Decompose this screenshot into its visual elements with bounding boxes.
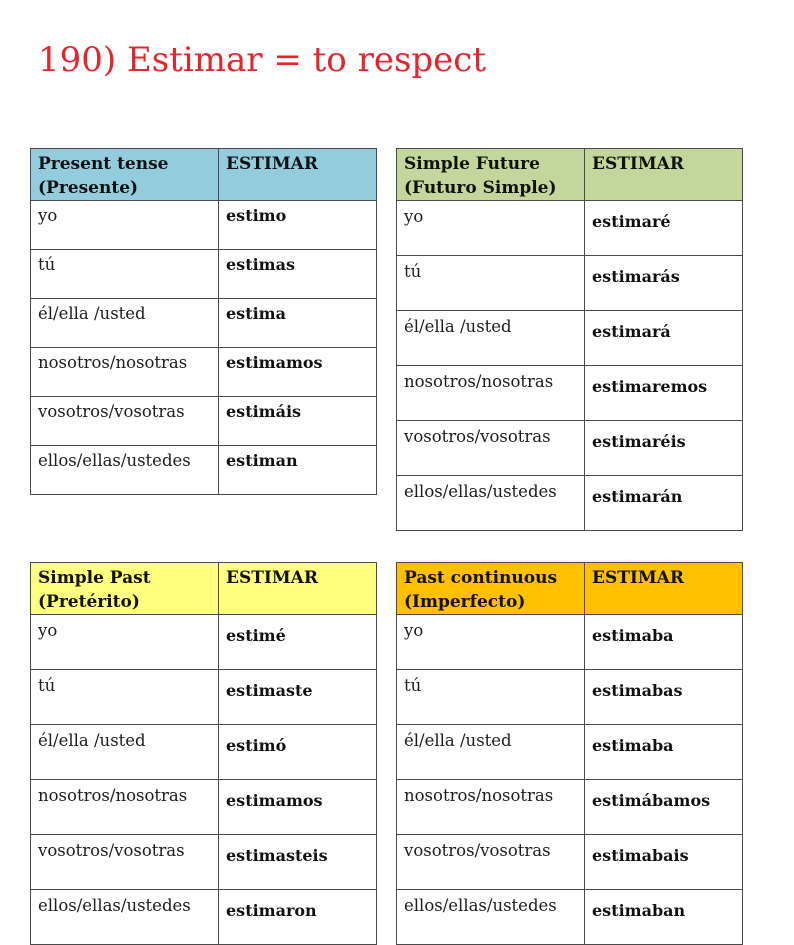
table-row: [397, 421, 743, 476]
simple-past-table: [30, 562, 377, 945]
conjugation-cell: estimabas: [585, 670, 743, 725]
table-row: [397, 890, 743, 945]
pronoun-cell: vosotros/vosotras: [31, 835, 219, 890]
conjugation-cell: estimas: [219, 250, 377, 299]
table-header-row: [397, 563, 743, 615]
conjugation-cell: estiman: [219, 446, 377, 495]
table-row: [397, 311, 743, 366]
verb-header-cell: ESTIMAR: [585, 563, 743, 615]
conjugation-cell: estimaban: [585, 890, 743, 945]
pronoun-cell: ellos/ellas/ustedes: [31, 446, 219, 495]
pronoun-cell: él/ella /usted: [31, 725, 219, 780]
conjugation-cell: estimaba: [585, 615, 743, 670]
table-row: [31, 780, 377, 835]
conjugation-cell: estimarán: [585, 476, 743, 531]
conjugation-cell: estimábamos: [585, 780, 743, 835]
conjugation-cell: estimaré: [585, 201, 743, 256]
conjugation-cell: estimasteis: [219, 835, 377, 890]
verb-header-cell: ESTIMAR: [585, 149, 743, 201]
imperfect-table: [396, 562, 743, 945]
table-row: [31, 299, 377, 348]
verb-header-cell: ESTIMAR: [219, 563, 377, 615]
table-row: [31, 615, 377, 670]
conjugation-cell: estimabais: [585, 835, 743, 890]
pronoun-cell: él/ella /usted: [397, 311, 585, 366]
pronoun-cell: yo: [397, 201, 585, 256]
pronoun-cell: yo: [397, 615, 585, 670]
pronoun-cell: vosotros/vosotras: [31, 397, 219, 446]
table-row: [397, 670, 743, 725]
pronoun-cell: ellos/ellas/ustedes: [31, 890, 219, 945]
table-row: [31, 348, 377, 397]
pronoun-cell: tú: [31, 670, 219, 725]
table-row: [397, 476, 743, 531]
table-header-row: [397, 149, 743, 201]
table-row: [31, 670, 377, 725]
pronoun-cell: nosotros/nosotras: [31, 780, 219, 835]
conjugation-cell: estimará: [585, 311, 743, 366]
conjugation-cell: estimamos: [219, 348, 377, 397]
pronoun-cell: yo: [31, 615, 219, 670]
simple-future-table: [396, 148, 743, 531]
table-row: [31, 397, 377, 446]
conjugation-cell: estimarás: [585, 256, 743, 311]
tense-header-cell: [397, 149, 585, 201]
conjugation-cell: estimo: [219, 201, 377, 250]
table-row: [397, 256, 743, 311]
table-row: [31, 201, 377, 250]
conjugation-cell: estimaste: [219, 670, 377, 725]
table-row: [397, 725, 743, 780]
table-row: [397, 835, 743, 890]
conjugation-cell: estimaréis: [585, 421, 743, 476]
verb-header-cell: ESTIMAR: [219, 149, 377, 201]
table-header-row: [31, 563, 377, 615]
pronoun-cell: ellos/ellas/ustedes: [397, 476, 585, 531]
table-row: [397, 615, 743, 670]
table-row: [31, 446, 377, 495]
pronoun-cell: nosotros/nosotras: [397, 366, 585, 421]
tense-name: Past continuous: [404, 568, 558, 588]
tense-header-cell: [31, 563, 219, 615]
pronoun-cell: nosotros/nosotras: [31, 348, 219, 397]
table-row: [31, 890, 377, 945]
conjugation-cell: estima: [219, 299, 377, 348]
pronoun-cell: vosotros/vosotras: [397, 835, 585, 890]
pronoun-cell: él/ella /usted: [31, 299, 219, 348]
tense-spanish-name: (Imperfecto): [404, 592, 526, 612]
table-row: [31, 835, 377, 890]
tense-name: Present tense: [38, 154, 169, 174]
page-title: 190) Estimar = to respect: [38, 40, 486, 80]
conjugation-cell: estimaba: [585, 725, 743, 780]
pronoun-cell: tú: [31, 250, 219, 299]
pronoun-cell: tú: [397, 256, 585, 311]
table-header-row: [31, 149, 377, 201]
conjugation-cell: estimó: [219, 725, 377, 780]
tense-name: Simple Past: [38, 568, 151, 588]
tense-header-cell: [397, 563, 585, 615]
table-row: [31, 250, 377, 299]
tense-spanish-name: (Futuro Simple): [404, 178, 557, 198]
pronoun-cell: ellos/ellas/ustedes: [397, 890, 585, 945]
pronoun-cell: él/ella /usted: [397, 725, 585, 780]
conjugation-cell: estimamos: [219, 780, 377, 835]
conjugation-cell: estimaron: [219, 890, 377, 945]
conjugation-cell: estimaremos: [585, 366, 743, 421]
table-row: [397, 201, 743, 256]
conjugation-cell: estimé: [219, 615, 377, 670]
table-row: [397, 366, 743, 421]
present-tense-table: [30, 148, 377, 495]
table-row: [397, 780, 743, 835]
pronoun-cell: yo: [31, 201, 219, 250]
pronoun-cell: tú: [397, 670, 585, 725]
conjugation-cell: estimáis: [219, 397, 377, 446]
tense-spanish-name: (Pretérito): [38, 592, 140, 612]
tense-name: Simple Future: [404, 154, 540, 174]
pronoun-cell: vosotros/vosotras: [397, 421, 585, 476]
table-row: [31, 725, 377, 780]
tense-header-cell: [31, 149, 219, 201]
pronoun-cell: nosotros/nosotras: [397, 780, 585, 835]
tense-spanish-name: (Presente): [38, 178, 139, 198]
